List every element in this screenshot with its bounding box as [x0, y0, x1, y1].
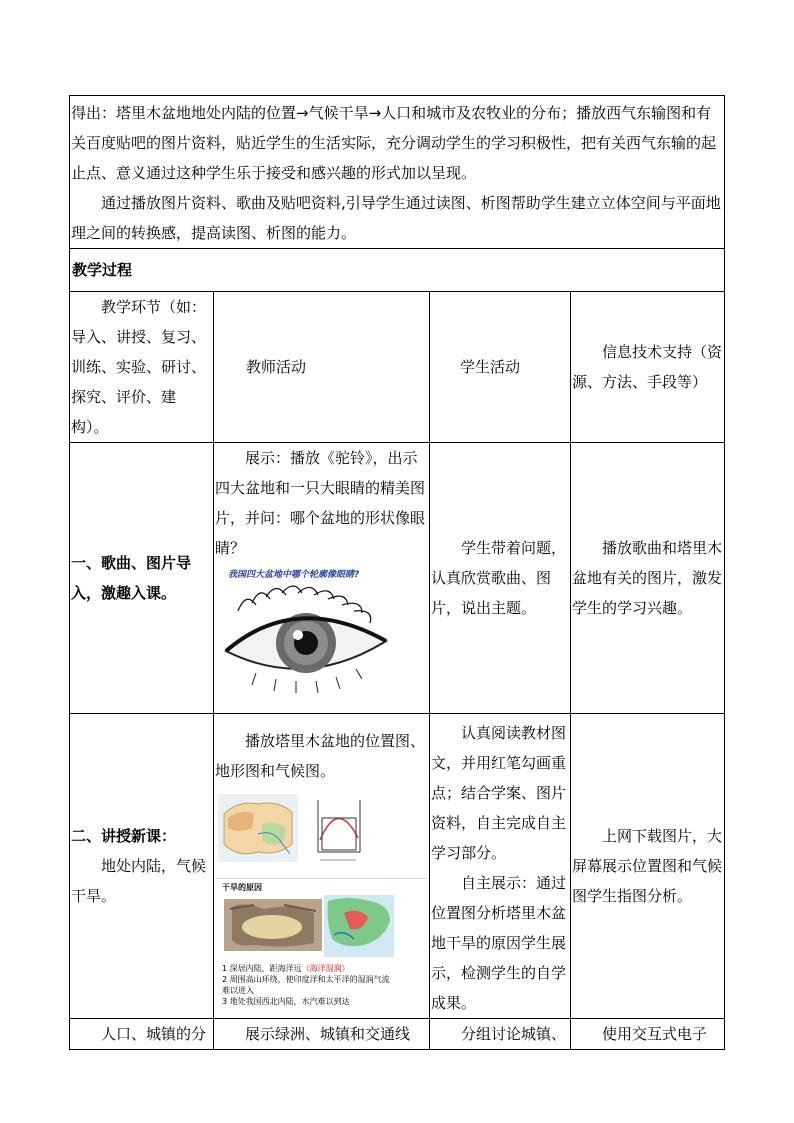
row2-teacher: [214, 714, 430, 1019]
row1-stage: [70, 443, 214, 714]
row2-tech: [571, 714, 725, 1019]
row3-tech: [571, 1019, 725, 1050]
eye-illustration: [216, 581, 396, 701]
row2-tech-text: 上网下载图片，大屏幕展示位置图和气候图学生指图分析。: [572, 827, 723, 905]
row3-teacher-text: 展示绿洲、城镇和交通线: [245, 1025, 411, 1043]
intro-paragraph-1: 得出：塔里木盆地地处内陆的位置→气候干旱→人口和城市及农牧业的分布；播放西气东输图和有关百度贴吧的图片资料，贴近学生的生活实际，充分调动学生的学习积极性，把有关西气东输的起止点、意义通过这种学生乐于接受和感兴趣的形式加以呈现。: [71, 104, 717, 182]
eye-image-caption: 我国四大盆地中哪个轮廓像眼睛?: [228, 570, 360, 580]
row3-stage-text: 人口、城镇的分: [101, 1025, 207, 1043]
terrain-map: [224, 899, 322, 951]
arid-slide: [216, 878, 427, 1011]
row1-student-text: 学生带着问题，认真欣赏歌曲、图片，说出主题。: [431, 539, 567, 617]
row2-student: [430, 714, 571, 1019]
intro-row: [70, 96, 725, 249]
row1-student: [430, 443, 571, 714]
arid-slide-title: 干旱的原因: [222, 883, 262, 892]
header-stage-text: 教学环节（如：导入、讲授、复习、训练、实验、研讨、探究、评价、建构）。: [71, 298, 207, 436]
header-row: [70, 292, 725, 443]
row1-tech-text: 播放歌曲和塔里木盆地有关的图片，激发学生的学习兴趣。: [572, 539, 723, 617]
arid-slide-notes: [222, 963, 392, 1007]
row1-stage-text: 一、歌曲、图片导入，激趣入课。: [71, 554, 192, 602]
row2-stage-title: 二、讲授新课：: [71, 827, 177, 845]
header-teacher-text: 教师活动: [246, 358, 307, 376]
row3-student-text: 分组讨论城镇、: [461, 1025, 567, 1043]
row2-stage-sub: 地处内陆，气候干旱。: [71, 857, 207, 905]
section-title-row: [70, 249, 725, 292]
lesson-plan-table: [69, 95, 725, 1050]
intro-cell: [70, 96, 725, 249]
table-row: [70, 443, 725, 714]
location-map: [218, 794, 298, 862]
row1-teacher-text: 展示：播放《驼铃》，出示四大盆地和一只大眼睛的精美图片，并问：哪个盆地的形状像眼睛？: [215, 449, 426, 557]
section-title: 教学过程: [70, 249, 725, 292]
row2-student-text-2: 自主展示：通过位置图分析塔里木盆地干旱的原因学生展示，检测学生的自学成果。: [431, 874, 567, 1012]
header-teacher: [214, 292, 430, 443]
slide-note-2: 2 周围高山环绕，使印度洋和太平洋的湿润气流难以进入: [222, 975, 390, 995]
climate-chart: [308, 794, 368, 866]
location-maps: [216, 790, 427, 874]
row3-stage: [70, 1019, 214, 1050]
row3-tech-text: 使用交互式电子: [602, 1025, 708, 1043]
row3-teacher: [214, 1019, 430, 1050]
row1-tech: [571, 443, 725, 714]
table-row: [70, 1019, 725, 1050]
row1-teacher: [214, 443, 430, 714]
row3-student: [430, 1019, 571, 1050]
header-tech-text: 信息技术支持（资源、方法、手段等）: [572, 343, 723, 391]
row2-teacher-text: 播放塔里木盆地的位置图、地形图和气候图。: [215, 732, 426, 780]
table-row: [70, 714, 725, 1019]
slide-note-1: 1 深居内陆，距海洋远（海洋湿润）: [222, 964, 350, 973]
header-stage: [70, 292, 214, 443]
row2-student-text-1: 认真阅读教材图文，并用红笔勾画重点；结合学案、图片资料，自主完成自主学习部分。: [431, 724, 567, 862]
intro-paragraph-2: 通过播放图片资料、歌曲及贴吧资料,引导学生通过读图、析图帮助学生建立立体空间与平面地理之间的转换感，提高读图、析图的能力。: [71, 194, 721, 242]
row2-stage: [70, 714, 214, 1019]
header-student-text: 学生活动: [460, 358, 521, 376]
header-student: [430, 292, 571, 443]
slide-note-3: 3 地处我国西北内陆，水汽难以到达: [222, 997, 350, 1006]
eye-image: [216, 569, 427, 711]
asia-map: [324, 895, 394, 957]
header-tech: [571, 292, 725, 443]
